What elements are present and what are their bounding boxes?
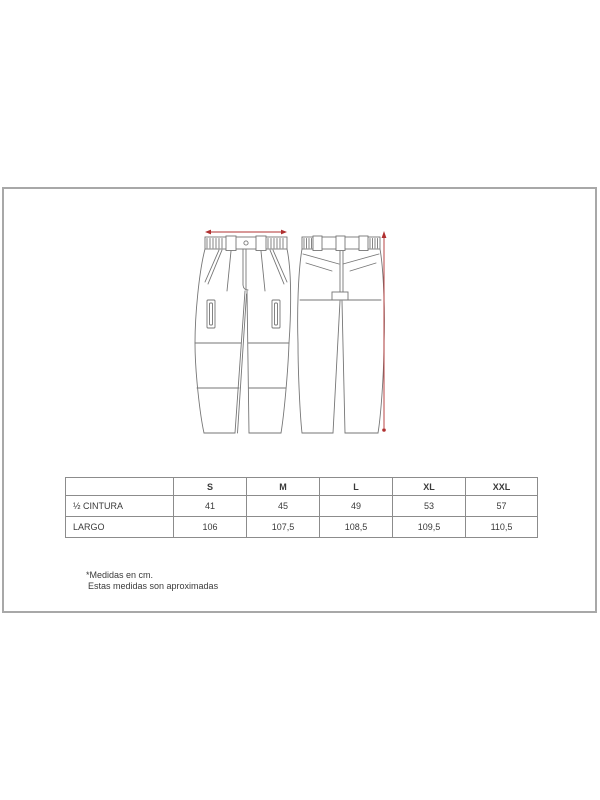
table-cell: 107,5 — [247, 517, 320, 538]
note-approx: Estas medidas son aproximadas — [88, 580, 219, 591]
table-cell: 106 — [174, 517, 247, 538]
measurement-notes — [86, 570, 218, 591]
trousers-front-view — [195, 236, 291, 433]
table-row-length — [66, 517, 538, 538]
length-arrowhead-top-icon — [382, 231, 387, 238]
note-units: *Medidas en cm. — [86, 570, 154, 580]
row-label: ½ CINTURA — [66, 496, 174, 517]
size-col-header: M — [247, 478, 320, 496]
waist-arrowhead-left-icon — [205, 230, 211, 235]
diagram-frame — [2, 187, 597, 613]
trousers-back-view — [298, 236, 385, 433]
table-cell: 49 — [320, 496, 393, 517]
size-col-header: S — [174, 478, 247, 496]
size-col-header: XL — [393, 478, 466, 496]
table-cell: 41 — [174, 496, 247, 517]
size-table — [65, 477, 538, 538]
length-endpoint-dot-icon — [382, 428, 386, 432]
table-cell: 57 — [466, 496, 538, 517]
size-table-header-row — [66, 478, 538, 496]
table-row-half-waist — [66, 496, 538, 517]
table-cell: 110,5 — [466, 517, 538, 538]
table-cell: 109,5 — [393, 517, 466, 538]
table-cell: 45 — [247, 496, 320, 517]
row-label: LARGO — [66, 517, 174, 538]
size-col-header: XXL — [466, 478, 538, 496]
table-cell: 53 — [393, 496, 466, 517]
size-col-header: L — [320, 478, 393, 496]
waist-arrowhead-right-icon — [281, 230, 287, 235]
table-cell: 108,5 — [320, 517, 393, 538]
size-table-corner-cell — [66, 478, 174, 496]
trousers-technical-drawing — [183, 222, 393, 436]
